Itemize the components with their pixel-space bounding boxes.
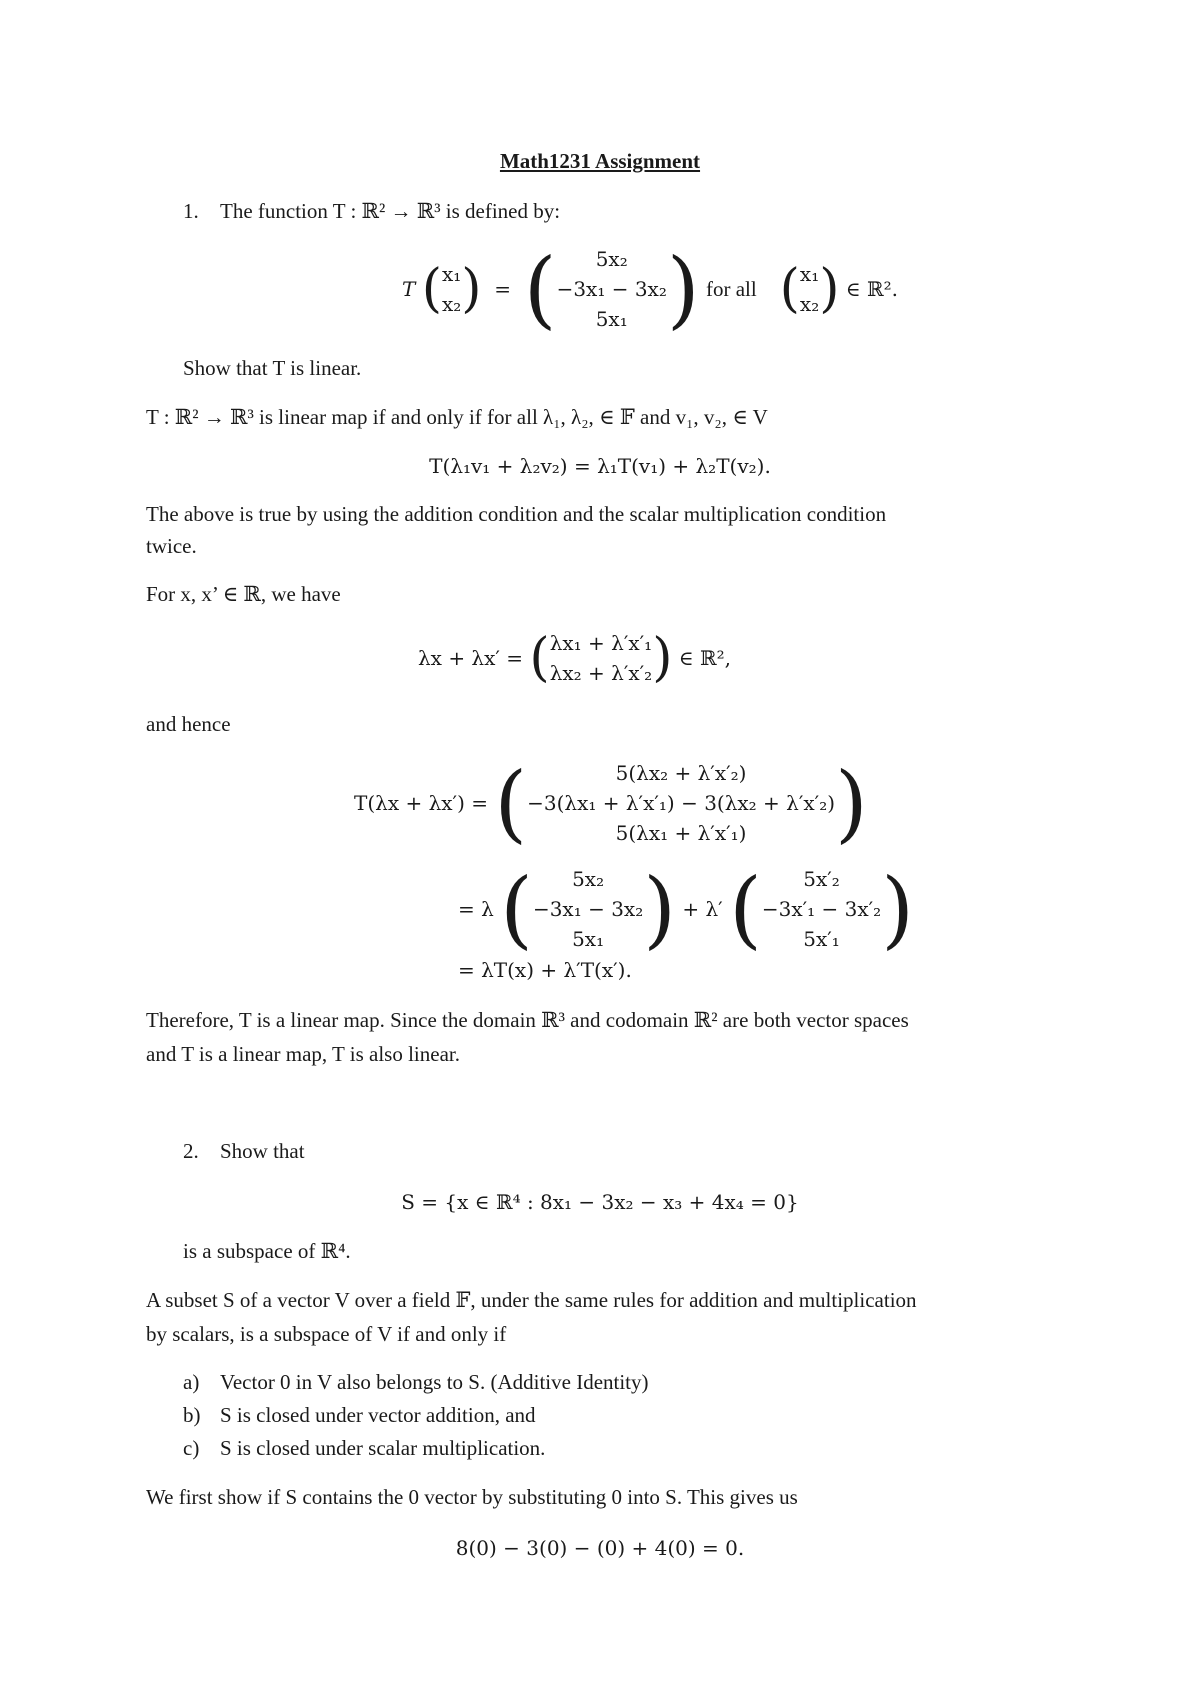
def-forall: for all <box>706 276 757 301</box>
def-forall-in-2: x₂ <box>799 292 820 316</box>
t-lhs: T(λx + λx′) = <box>354 791 488 815</box>
subspace-def-line2: by scalars, is a subspace of V if and only if <box>146 1322 507 1346</box>
comb-tail: ∈ ℝ², <box>678 646 732 670</box>
split-vec1-3: 5x₁ <box>572 927 605 951</box>
def-out-1: 5x₂ <box>595 247 628 271</box>
above-text-line2: twice. <box>146 534 197 558</box>
linear-definition: T : ℝ² → ℝ³ is linear map if and only if for all λ₁, λ₂, ∈ 𝔽 and v₁, v₂, ∈ V <box>146 405 768 429</box>
and-hence-text: and hence <box>146 712 231 736</box>
split-vec1-2: −3x₁ − 3x₂ <box>532 897 644 921</box>
split-eq: = λ <box>458 897 494 921</box>
condition-a-label: a) <box>183 1370 200 1394</box>
split-vec2-3: 5x′₁ <box>803 927 840 951</box>
first-show-text: We first show if S contains the 0 vector by substituting 0 into S. This gives us <box>146 1485 798 1509</box>
q2-show: Show that <box>220 1139 305 1163</box>
condition-c-label: c) <box>183 1436 200 1460</box>
def-out-3: 5x₁ <box>595 307 628 331</box>
subspace-def-line1: A subset S of a vector V over a field 𝔽, under the same rules for addition and multiplication <box>146 1288 917 1312</box>
above-text-line1: The above is true by using the addition condition and the scalar multiplication condition <box>146 502 887 526</box>
subspace-text: is a subspace of ℝ⁴. <box>183 1239 351 1263</box>
therefore-line2: and T is a linear map, T is also linear. <box>146 1042 460 1066</box>
comb-lhs: λx + λx′ = <box>418 646 524 670</box>
split-plus: + λ′ <box>682 897 723 921</box>
condition-a-text: Vector 0 in V also belongs to S. (Additive Identity) <box>220 1370 649 1394</box>
page-title: Math1231 Assignment <box>499 149 701 173</box>
q2-number: 2. <box>183 1139 199 1163</box>
t-vec-1: 5(λx₂ + λ′x′₂) <box>615 761 747 785</box>
t-vec-3: 5(λx₁ + λ′x′₁) <box>615 821 747 845</box>
q1-show: Show that T is linear. <box>183 356 362 380</box>
def-in-2: x₂ <box>442 292 462 316</box>
t-applied-equation: T(λx + λx′) = ( 5(λx₂ + λ′x′₂) −3(λx₁ + λ′x′₁) − 3(λx₂ + λ′x′₂) 5(λx₁ + λ′x′₁) ) <box>342 754 868 852</box>
therefore-line1: Therefore, T is a linear map. Since the domain ℝ³ and codomain ℝ² are both vector spaces <box>146 1008 909 1032</box>
final-equation: = λT(x) + λ′T(x′). <box>458 958 632 982</box>
combination-equation: λx + λx′ = ( λx₁ + λ′x′₁ λx₂ + λ′x′₂ ) ∈ ℝ², <box>418 628 732 688</box>
split-vec2-1: 5x′₂ <box>803 867 840 891</box>
t-vec-2: −3(λx₁ + λ′x′₁) − 3(λx₂ + λ′x′₂) <box>527 791 836 815</box>
q1-number: 1. <box>183 199 199 223</box>
def-forall-in-1: x₁ <box>799 262 820 286</box>
condition-c-text: S is closed under scalar multiplication. <box>220 1436 546 1460</box>
split-vec2-2: −3x′₁ − 3x′₂ <box>761 897 882 921</box>
def-lhs: T <box>402 277 416 301</box>
q1-intro: The function T : ℝ² → ℝ³ is defined by: <box>220 199 561 223</box>
comb-vec-1: λx₁ + λ′x′₁ <box>549 631 653 655</box>
split-vec1-1: 5x₂ <box>572 867 605 891</box>
comb-vec-2: λx₂ + λ′x′₂ <box>549 661 653 685</box>
linear-equation: T(λ₁v₁ + λ₂v₂) = λ₁T(v₁) + λ₂T(v₂). <box>429 454 771 478</box>
split-equation: = λ ( 5x₂ −3x₁ − 3x₂ 5x₁ ) + λ′ ( 5x′₂ −3x′₁ − 3x′₂ 5x′₁ ) <box>458 860 914 958</box>
zero-equation: 8(0) − 3(0) − (0) + 4(0) = 0. <box>455 1536 745 1560</box>
condition-b-text: S is closed under vector addition, and <box>220 1403 536 1427</box>
set-definition: S = {x ∈ ℝ⁴ : 8x₁ − 3x₂ − x₃ + 4x₄ = 0} <box>401 1190 799 1214</box>
q1-definition: T ( x₁ x₂ ) = ( 5x₂ −3x₁ − 3x₂ 5x₁ ) for all ( x₁ x₂ ) ∈ ℝ². <box>402 240 899 338</box>
condition-b-label: b) <box>183 1403 201 1427</box>
def-in-1: x₁ <box>442 262 462 286</box>
def-out-2: −3x₁ − 3x₂ <box>556 277 667 301</box>
for-x-text: For x, x’ ∈ ℝ, we have <box>146 582 341 606</box>
def-tail: ∈ ℝ². <box>845 277 899 301</box>
